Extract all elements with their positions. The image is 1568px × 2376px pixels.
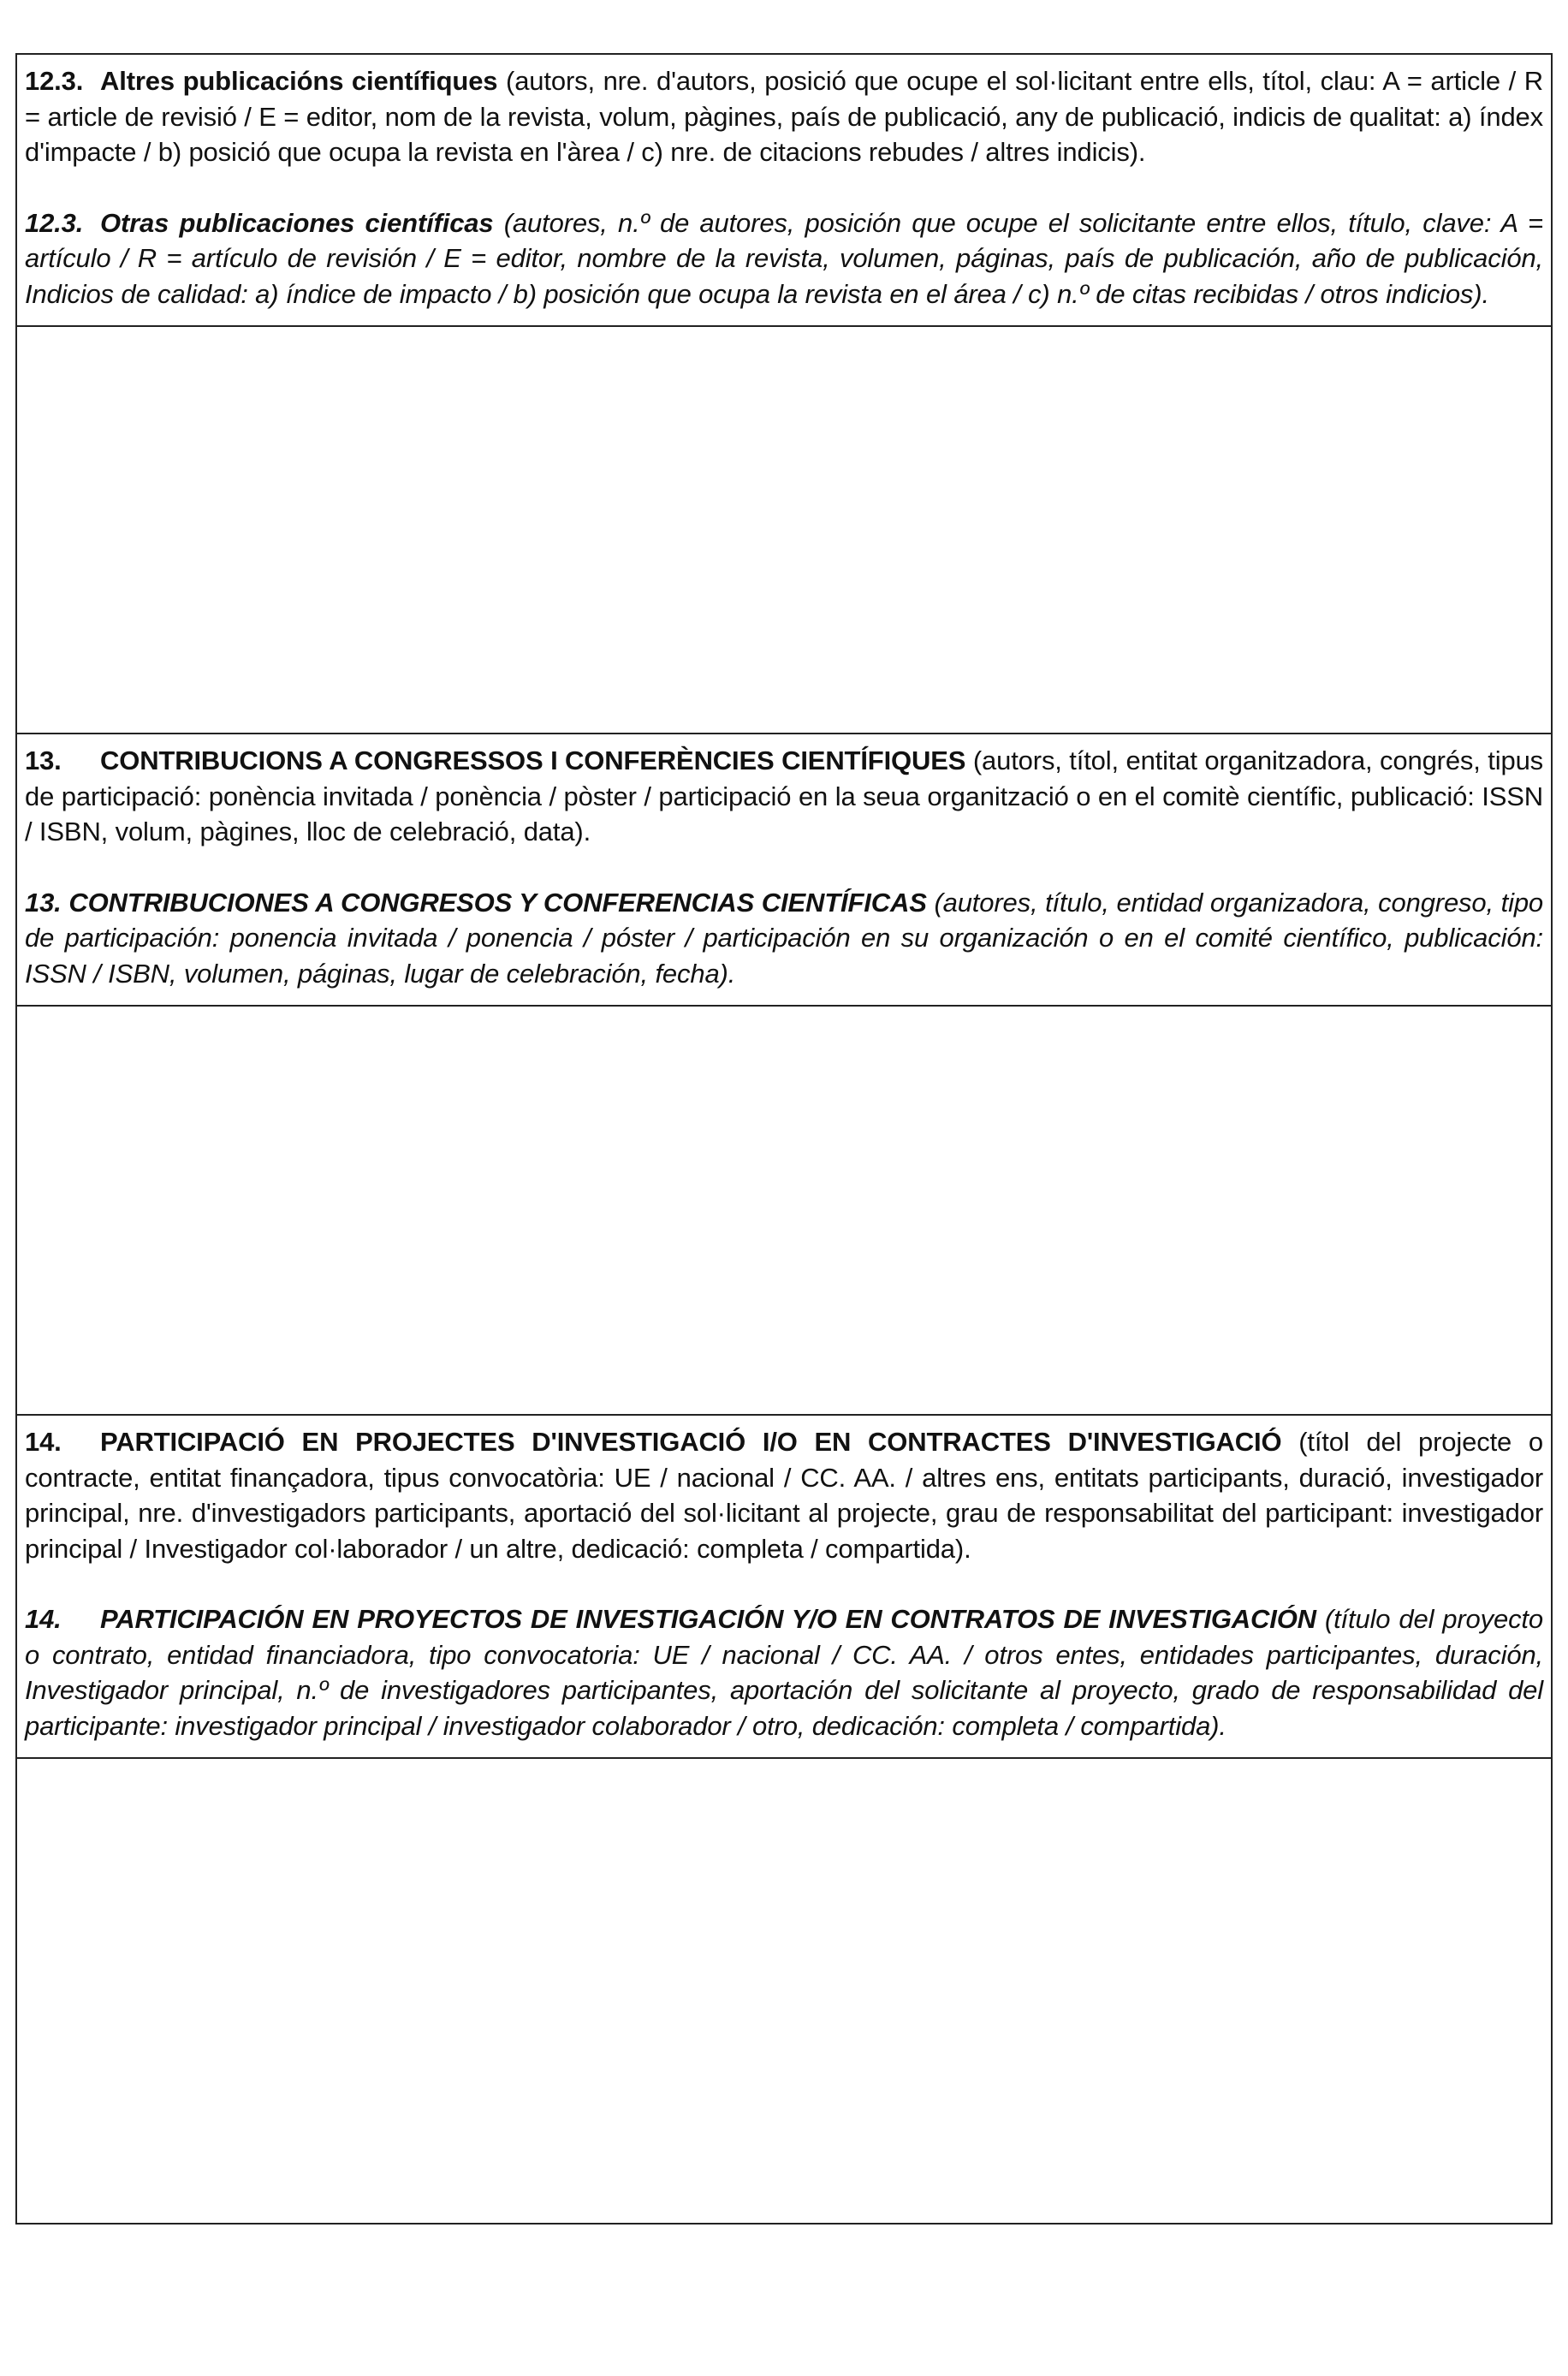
section-14-header-row (16, 1415, 1552, 1758)
section-title: CONTRIBUCIONES A CONGRESOS Y CONFERENCIAS CIENTÍFICAS (68, 887, 927, 918)
section-13-text-ca (25, 743, 1543, 850)
section-13-answer-row (16, 1006, 1552, 1415)
section-14-text-es (25, 1601, 1543, 1743)
section-description: (autores, título, entidad organizadora, congreso, tipo de participación: ponencia invitada / ponencia / póster / participación en su organización o en el comité científico, publicación: ISSN / ISBN, volumen, páginas, lugar de celebración, fecha). (25, 887, 1544, 989)
section-description: (autors, títol, entitat organitzadora, congrés, tipus de participació: ponència invitada / ponència / pòster / participació en la seua organització o en el comitè científic, publicació: ISSN / ISBN, volum, pàgines, lloc de celebració, data). (25, 745, 1544, 846)
section-title: Otras publicaciones científicas (100, 207, 494, 238)
section-12-3-answer-field[interactable] (16, 326, 1552, 734)
section-number: 12.3. (25, 66, 84, 96)
section-description: (título del proyecto o contrato, entidad financiadora, tipo convocatoria: UE / nacional / CC. AA. / otros entes, entidades participantes, duración, Investigador principal, n.º de investigadores participantes, aportación del solicitante al proyecto, grado de responsabilidad del participante: investigador principal / investigador colaborador / otro, dedicación: completa / compartida). (25, 1604, 1543, 1741)
section-12-3-text-es (25, 205, 1543, 312)
section-13-header (16, 734, 1552, 1006)
section-13-header-row (16, 734, 1552, 1006)
section-title: CONTRIBUCIONS A CONGRESSOS I CONFERÈNCIES CIENTÍFIQUES (100, 745, 966, 775)
section-description: (autors, nre. d'autors, posició que ocupe el sol·licitant entre ells, títol, clau: A = article / R = article de revisió / E = editor, nom de la revista, volum, pàgines, país de publicació, any de publicació, indicis de qualitat: a) índex d'impacte / b) posició que ocupa la revista en l'àrea / c) nre. de citacions rebudes / altres indicis). (25, 66, 1543, 167)
section-title: PARTICIPACIÓN EN PROYECTOS DE INVESTIGACIÓN Y/O EN CONTRATOS DE INVESTIGACIÓN (100, 1604, 1316, 1634)
section-number: 14. (25, 1427, 62, 1457)
section-description: (títol del projecte o contracte, entitat finançadora, tipus convocatòria: UE / nacional / CC. AA. / altres ens, entitats participants, duració, investigador principal, nre. d'investigadors participants, aportació del sol·licitant al projecte, grau de responsabilitat del participant: investigador principal / Investigador col·laborador / un altre, dedicació: completa / compartida). (25, 1427, 1543, 1564)
application-form-table (15, 53, 1553, 2225)
section-13-text-es (25, 885, 1543, 992)
section-12-3-text-ca (25, 63, 1543, 170)
section-description: (autores, n.º de autores, posición que ocupe el solicitante entre ellos, título, clave: A = artículo / R = artículo de revisión / E = editor, nombre de la revista, volumen, páginas, país de publicación, año de publicación, Indicios de calidad: a) índice de impacto / b) posición que ocupa la revista en el área / c) n.º de citas recibidas / otros indicios). (25, 207, 1544, 309)
section-14-header (16, 1415, 1552, 1758)
section-number: 13. (25, 745, 62, 775)
section-13-answer-field[interactable] (16, 1006, 1552, 1415)
section-14-text-ca (25, 1424, 1543, 1566)
section-14-answer-field[interactable] (16, 1758, 1552, 2224)
section-number: 14. (25, 1604, 62, 1634)
section-12-3-header (16, 54, 1552, 326)
section-14-answer-row (16, 1758, 1552, 2224)
section-12-3-answer-row (16, 326, 1552, 734)
section-12-3-header-row (16, 54, 1552, 326)
section-number: 12.3. (25, 207, 84, 238)
section-number: 13. (25, 887, 62, 918)
section-title: PARTICIPACIÓ EN PROJECTES D'INVESTIGACIÓ I/O EN CONTRACTES D'INVESTIGACIÓ (100, 1427, 1282, 1457)
section-title: Altres publicacións científiques (100, 66, 498, 96)
